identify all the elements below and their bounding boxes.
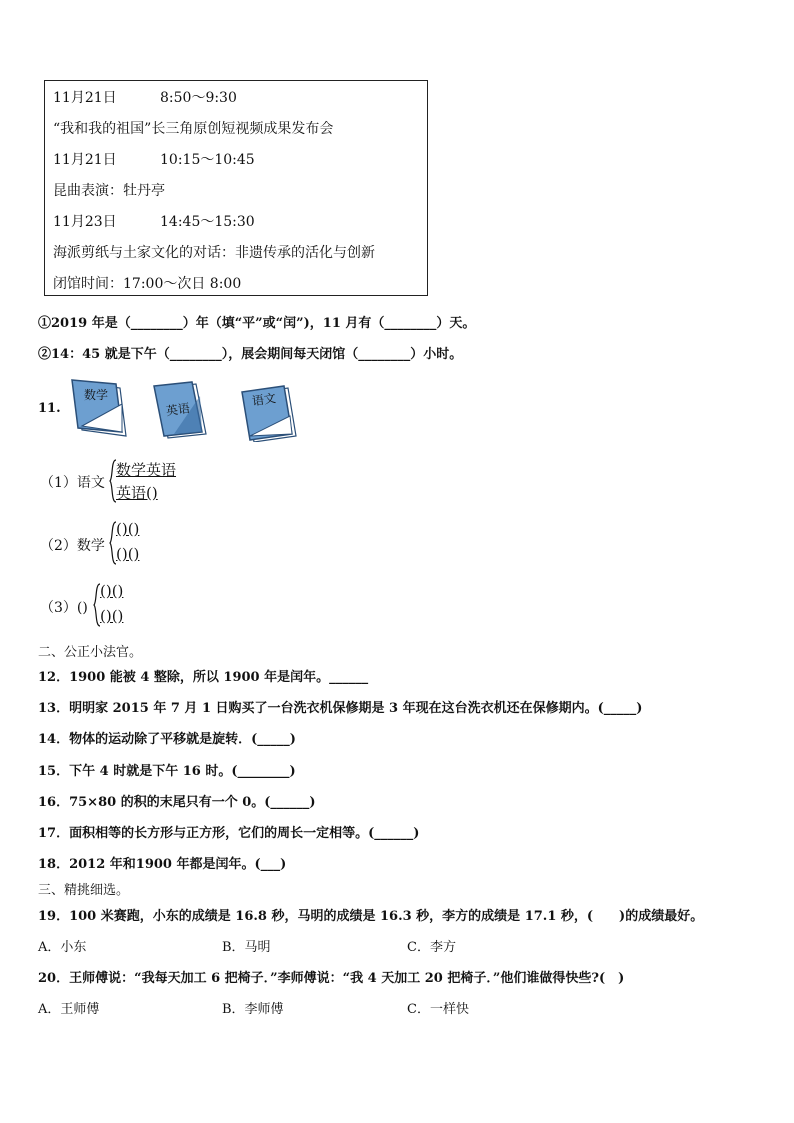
q12: 12．1900 能被 4 整除，所以 1900 年是闰年。______ bbox=[38, 670, 369, 685]
schedule-date-3: 11月23日 bbox=[53, 214, 117, 230]
schedule-time-1: 8:50～9:30 bbox=[160, 90, 237, 106]
english-book-icon bbox=[154, 382, 206, 438]
q11-part1-top: 数学英语 bbox=[116, 461, 177, 479]
q11-number: 11. bbox=[38, 401, 61, 416]
q19: 19．100 米赛跑，小东的成绩是 16.8 秒，马明的成绩是 16.3 秒，李方的成绩是 17.1 秒，( )的成绩最好。 bbox=[38, 909, 704, 924]
chinese-book-label: 语文 bbox=[251, 391, 277, 409]
q15: 15．下午 4 时就是下午 16 时。(________) bbox=[38, 764, 296, 779]
chinese-book-icon bbox=[242, 386, 296, 442]
schedule-event-1: “我和我的祖国”长三角原创短视频成果发布会 bbox=[53, 121, 334, 137]
q11-part2-label: （2）数学 bbox=[40, 538, 105, 554]
schedule-event-3: 海派剪纸与土家文化的对话：非遗传承的活化与创新 bbox=[53, 245, 375, 261]
english-book-label: 英语 bbox=[165, 401, 191, 419]
q10-sub2: ②14：45 就是下午（________），展会期间每天闭馆（________）小时。 bbox=[38, 347, 463, 362]
q11-part3-label: （3）() bbox=[40, 600, 88, 616]
q11-part3-top: ()() bbox=[100, 582, 124, 600]
q19-option-c[interactable]: C．李方 bbox=[407, 940, 456, 955]
q14: 14．物体的运动除了平移就是旋转．(_____) bbox=[38, 732, 296, 747]
schedule-date-1: 11月21日 bbox=[53, 90, 117, 106]
schedule-event-2: 昆曲表演：牡丹亭 bbox=[53, 183, 165, 199]
q19-option-a[interactable]: A．小东 bbox=[38, 940, 87, 955]
math-book-icon bbox=[72, 380, 126, 436]
q11-part2-top: ()() bbox=[116, 520, 140, 538]
schedule-time-3: 14:45～15:30 bbox=[160, 214, 255, 230]
books-illustration bbox=[70, 378, 310, 442]
q11-part3-bottom: ()() bbox=[100, 607, 124, 625]
q20-option-a[interactable]: A．王师傅 bbox=[38, 1002, 100, 1017]
section3-heading: 三、精挑细选。 bbox=[38, 883, 130, 898]
q20-option-c[interactable]: C．一样快 bbox=[407, 1002, 469, 1017]
section2-heading: 二、公正小法官。 bbox=[38, 645, 143, 660]
q19-option-b[interactable]: B．马明 bbox=[222, 940, 271, 955]
event-schedule-box bbox=[44, 80, 428, 296]
q16: 16．75×80 的积的末尾只有一个 0。(______) bbox=[38, 795, 316, 810]
schedule-date-2: 11月21日 bbox=[53, 152, 117, 168]
q17: 17．面积相等的长方形与正方形，它们的周长一定相等。(______) bbox=[38, 826, 420, 841]
math-book-label: 数学 bbox=[84, 388, 109, 402]
q20: 20．王师傅说：“我每天加工 6 把椅子．”李师傅说：“我 4 天加工 20 把椅子．”他们谁做得快些?( ) bbox=[38, 971, 625, 986]
q20-option-b[interactable]: B．李师傅 bbox=[222, 1002, 284, 1017]
q13: 13．明明家 2015 年 7 月 1 日购买了一台洗衣机保修期是 3 年现在这台洗衣机还在保修期内。(_____) bbox=[38, 701, 643, 716]
q18: 18．2012 年和1900 年都是闰年。(___) bbox=[38, 857, 287, 872]
schedule-time-2: 10:15～10:45 bbox=[160, 152, 255, 168]
q11-part1-bottom: 英语() bbox=[116, 484, 158, 502]
q11-part2-bottom: ()() bbox=[116, 545, 140, 563]
q11-part1-label: （1）语文 bbox=[40, 475, 105, 491]
q10-sub1: ①2019 年是（________）年（填“平”或“闰”)，11 月有（________）天。 bbox=[38, 316, 476, 331]
closing-time: 闭馆时间：17:00～次日 8:00 bbox=[53, 276, 242, 292]
